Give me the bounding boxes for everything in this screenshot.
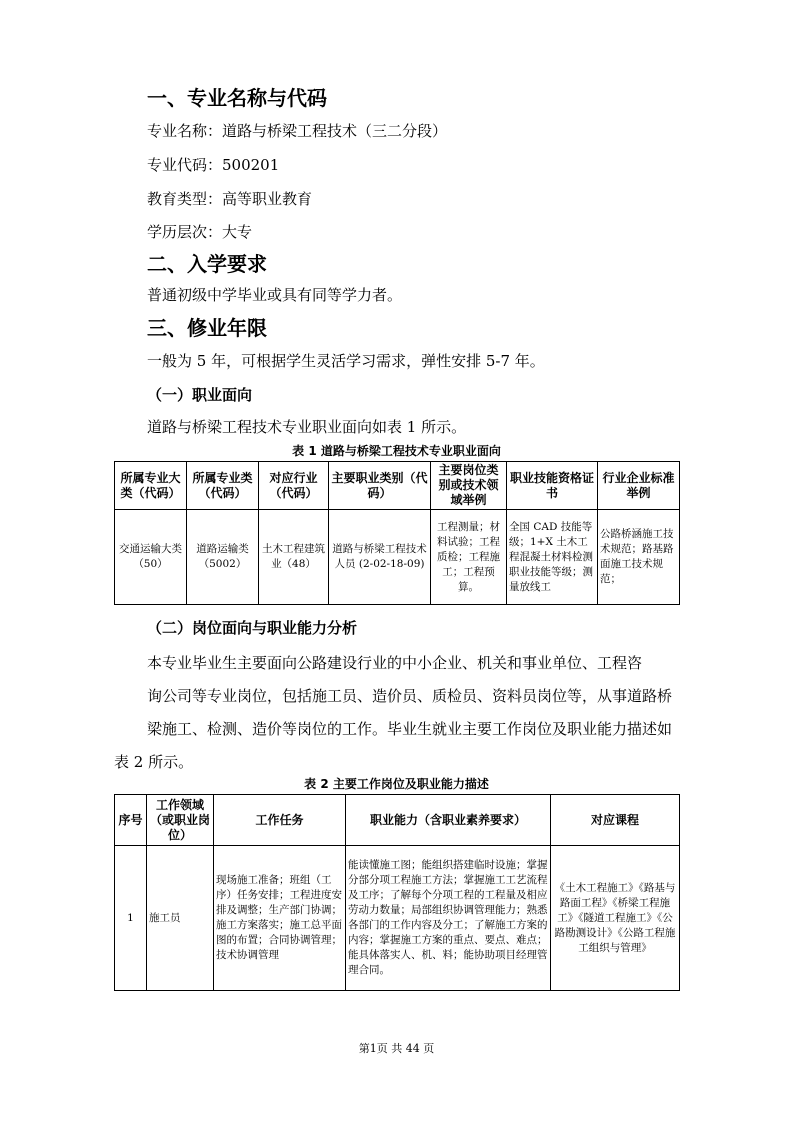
table-1-caption: 表 1 道路与桥梁工程技术专业职业面向 <box>292 444 501 458</box>
table-2-header-row <box>115 795 680 846</box>
table-row <box>115 846 680 991</box>
admission-text: 普通初级中学毕业或具有同等学力者。 <box>147 286 403 304</box>
table-2-cell: 现场施工准备；班组（工序）任务安排；工程进度安排及调整；生产部门协调；施工方案落实；施工总平面图的布置；合同协调管理；技术协调管理 <box>214 846 346 991</box>
table-2-cell: 1 <box>115 846 147 991</box>
table-1-header-cell: 主要岗位类别或技术领域举例 <box>431 462 507 510</box>
major-code-line: 专业代码：500201 <box>147 156 280 174</box>
page-footer: 第1页 共 44 页 <box>358 1042 435 1055</box>
table-1-cell: 道路运输类（5002） <box>187 510 259 605</box>
subsection-2-title: （二）岗位面向与职业能力分析 <box>147 619 358 637</box>
education-level-line: 学历层次：大专 <box>147 223 253 241</box>
table-1-cell: 交通运输大类（50） <box>115 510 187 605</box>
table-2-header-cell: 序号 <box>115 795 147 846</box>
education-type-line: 教育类型：高等职业教育 <box>147 190 313 208</box>
table-1-header-cell: 主要职业类别（代码） <box>329 462 431 510</box>
major-name-line: 专业名称：道路与桥梁工程技术（三二分段） <box>147 122 448 140</box>
subsection-1-text: 道路与桥梁工程技术专业职业面向如表 1 所示。 <box>147 418 467 436</box>
subsection-2-line: 本专业毕业生主要面向公路建设行业的中小企业、机关和事业单位、工程咨 <box>147 654 643 672</box>
table-2-cell: 施工员 <box>147 846 214 991</box>
table-1-header-cell: 所属专业类（代码） <box>187 462 259 510</box>
table-1-header-row <box>115 462 680 510</box>
section-3-title: 三、修业年限 <box>147 316 267 340</box>
table-1-header-cell: 行业企业标准举例 <box>598 462 680 510</box>
table-1-cell: 土木工程建筑业（48） <box>259 510 329 605</box>
table-2-cell: 《土木工程施工》《路基与路面工程》《桥梁工程施工》《隧道工程施工》《公路勘测设计》《公路工程施工组织与管理》 <box>551 846 680 991</box>
subsection-1-title: （一）职业面向 <box>147 386 253 404</box>
table-2-header-cell: 工作领域（或职业岗位） <box>147 795 214 846</box>
section-1-title: 一、专业名称与代码 <box>147 86 327 110</box>
table-2-header-cell: 职业能力（含职业素养要求） <box>346 795 551 846</box>
table-2-cell: 能读懂施工图；能组织搭建临时设施；掌握分部分项工程施工方法；掌握施工工艺流程及工序；了解每个分项工程的工程量及相应劳动力数量；局部组织协调管理能力；熟悉各部门的工作内容及分工；了解施工方案的内容；掌握施工方案的重点、要点、难点；能具体落实人、机、料；能协助项目经理管理合同。 <box>346 846 551 991</box>
subsection-2-line: 表 2 所示。 <box>114 753 194 771</box>
subsection-2-line: 询公司等专业岗位，包括施工员、造价员、质检员、资料员岗位等，从事道路桥 <box>147 687 673 705</box>
table-1-header-cell: 职业技能资格证书 <box>507 462 598 510</box>
table-1-header-cell: 所属专业大类（代码） <box>115 462 187 510</box>
table-1-cell: 工程测量；材料试验；工程质检；工程施工；工程预算。 <box>431 510 507 605</box>
table-2-header-cell: 对应课程 <box>551 795 680 846</box>
table-1-header-cell: 对应行业（代码） <box>259 462 329 510</box>
table-2-caption: 表 2 主要工作岗位及职业能力描述 <box>304 777 489 791</box>
table-2-header-cell: 工作任务 <box>214 795 346 846</box>
table-1 <box>114 461 680 605</box>
duration-text: 一般为 5 年，可根据学生灵活学习需求，弹性安排 5-7 年。 <box>147 352 545 370</box>
table-2 <box>114 794 680 991</box>
subsection-2-line: 梁施工、检测、造价等岗位的工作。毕业生就业主要工作岗位及职业能力描述如 <box>147 720 673 738</box>
table-row <box>115 510 680 605</box>
table-1-cell: 公路桥涵施工技术规范；路基路面施工技术规范； <box>598 510 680 605</box>
table-1-cell: 全国 CAD 技能等级；1+X 土木工程混凝土材料检测职业技能等级；测量放线工 <box>507 510 598 605</box>
section-2-title: 二、入学要求 <box>147 252 267 276</box>
table-1-cell: 道路与桥梁工程技术人员 (2-02-18-09) <box>329 510 431 605</box>
